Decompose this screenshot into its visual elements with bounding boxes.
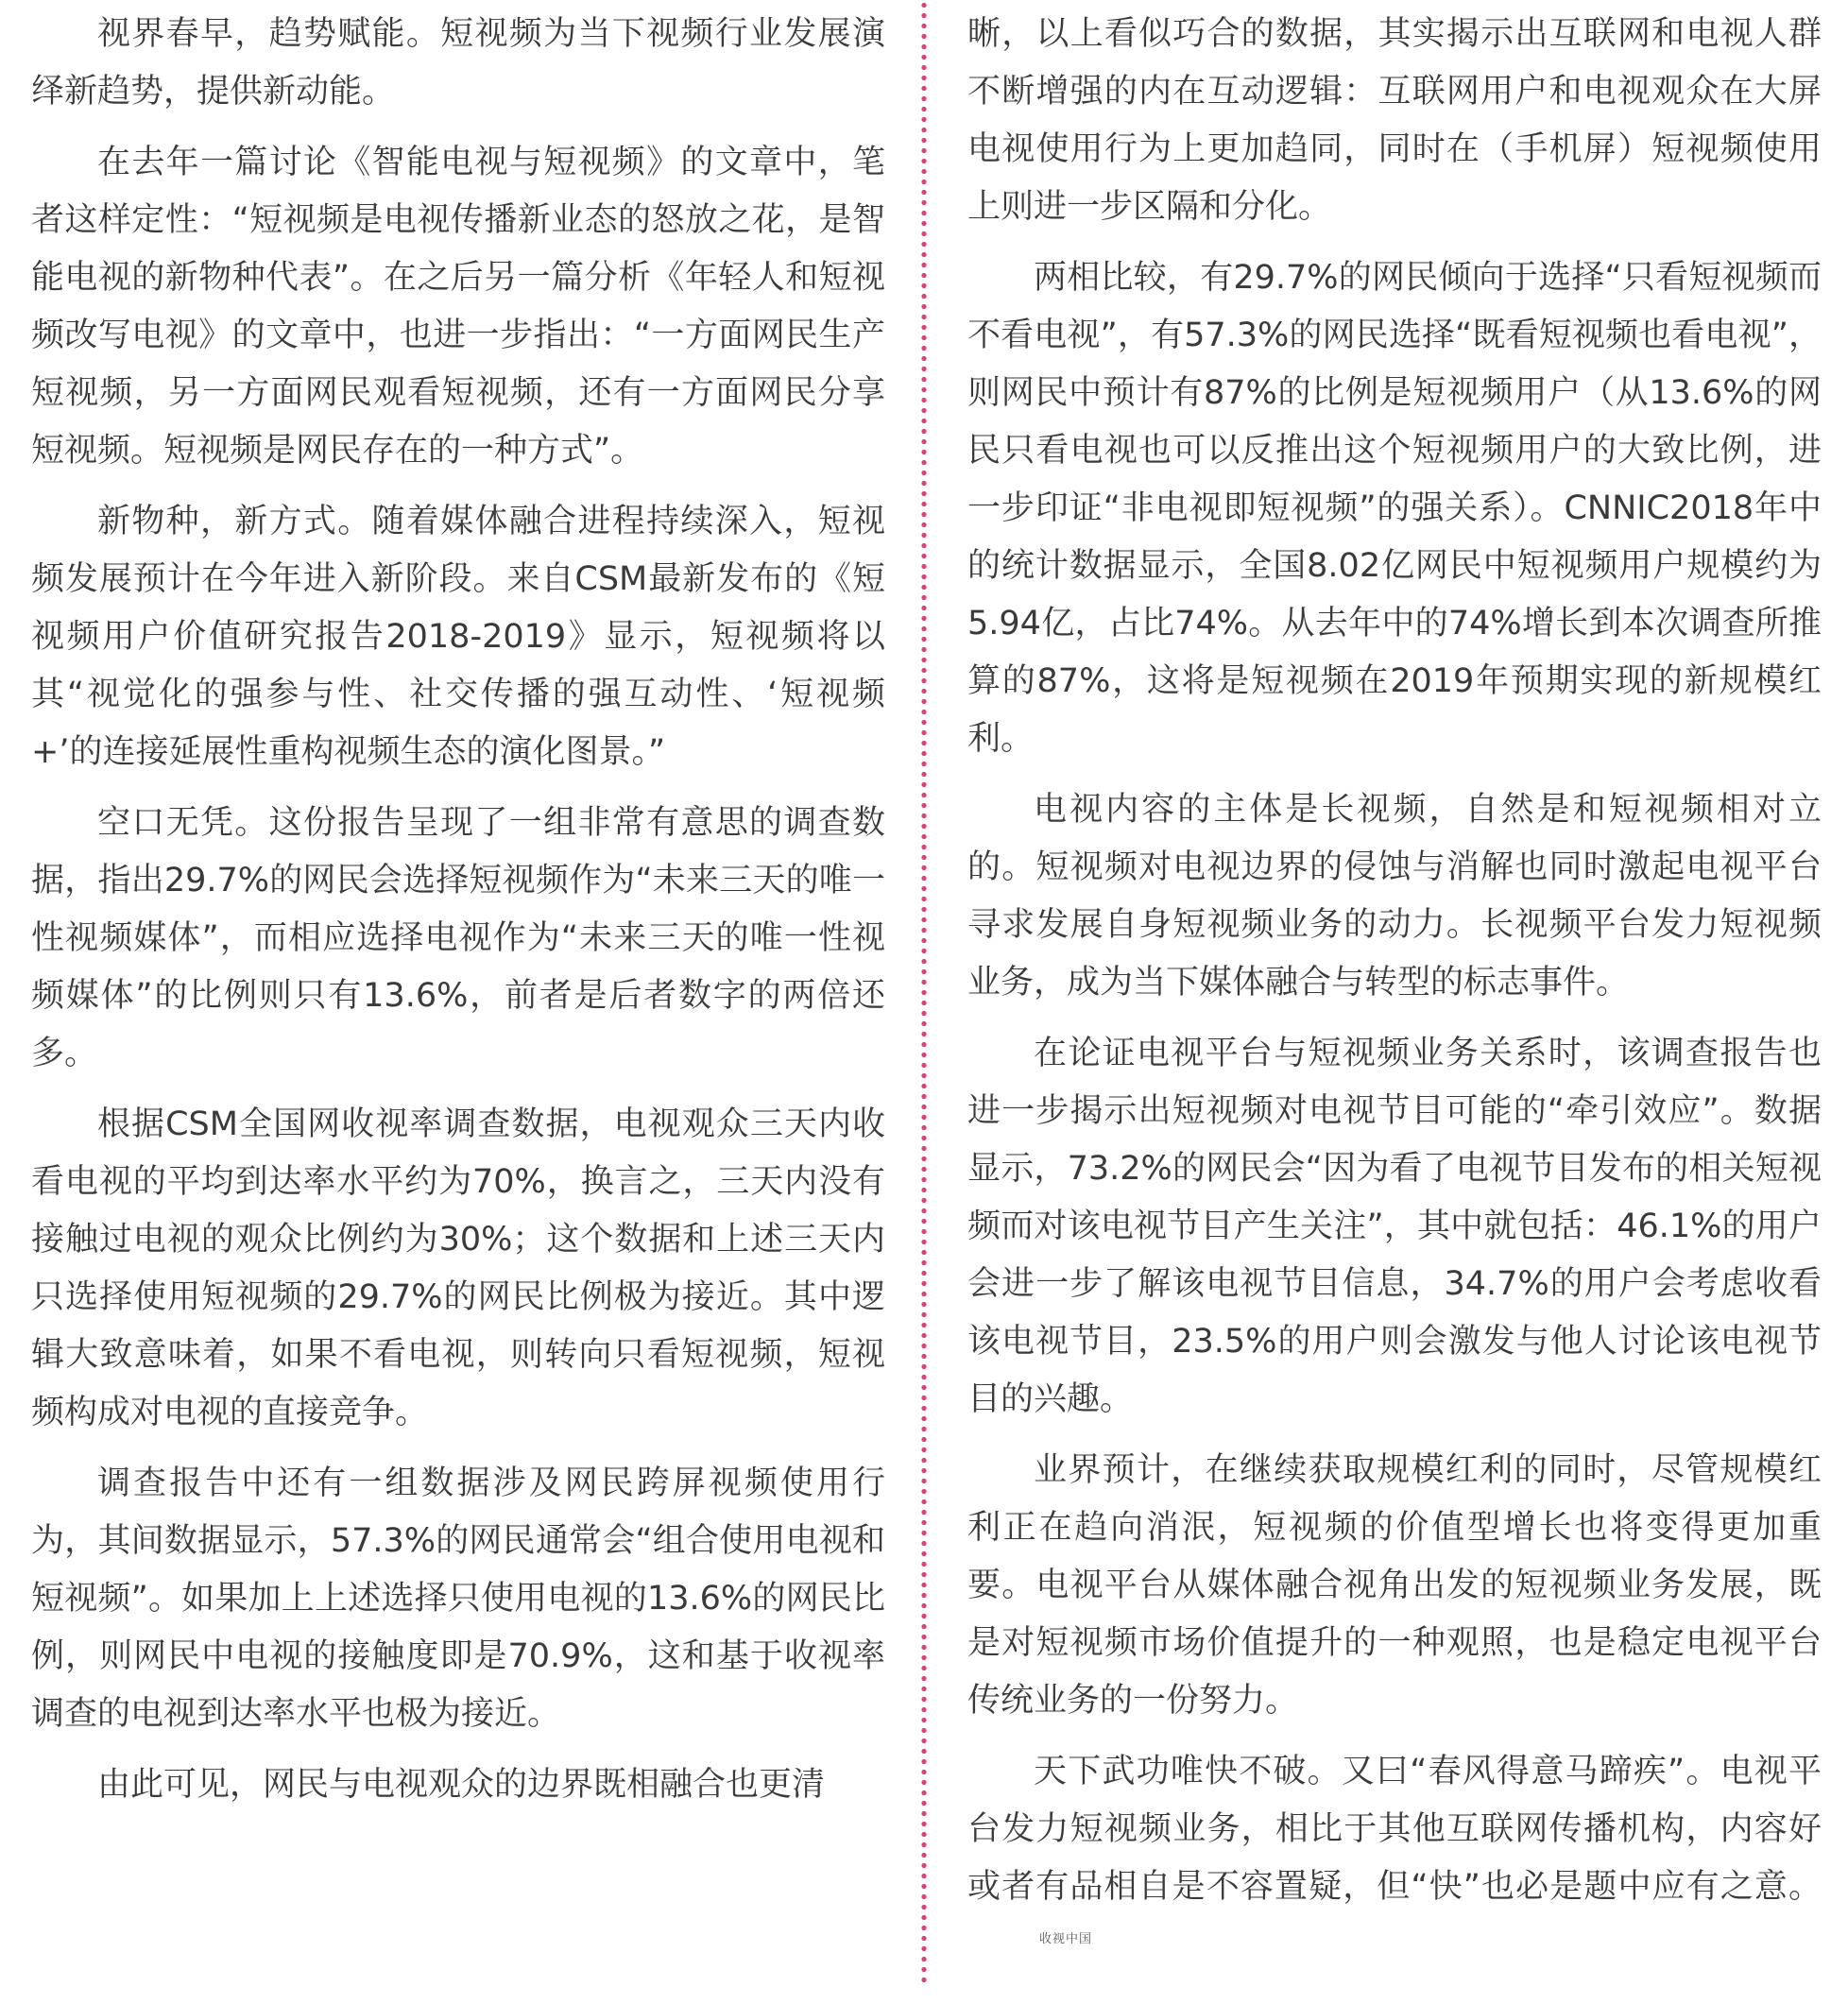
paragraph: 两相比较，有29.7%的网民倾向于选择“只看短视频而不看电视”，有57.3%的网民选择“既看短视频也看电视”，则网民中预计有87%的比例是短视频用户（从13.6%的网民只看电视也可以反推出这个短视频用户的大致比例，进一步印证“非电视即短视频”的强关系）。CNNIC2018年中的统计数据显示，全国8.02亿网民中短视频用户规模约为5.94亿，占比74%。从去年中的74%增长到本次调查所推算的87%，这将是短视频在2019年预期实现的新规模红利。: [967, 259, 1822, 758]
paragraph: 晰，以上看似巧合的数据，其实揭示出互联网和电视人群不断增强的内在互动逻辑：互联网用户和电视观众在大屏电视使用行为上更加趋同，同时在（手机屏）短视频使用上则进一步区隔和分化。: [967, 15, 1822, 226]
column-divider: [921, 0, 927, 1984]
paragraph: 由此可见，网民与电视观众的边界既相融合也更清: [97, 1766, 826, 1804]
paragraph: 调查报告中还有一组数据涉及网民跨屏视频使用行为，其间数据显示，57.3%的网民通常会“组合使用电视和短视频”。如果加上上述选择只使用电视的13.6%的网民比例，则网民中电视的接触度即是70.9%，这和基于收视率调查的电视到达率水平也极为接近。: [31, 1464, 885, 1733]
paragraph: 新物种，新方式。随着媒体融合进程持续深入，短视频发展预计在今年进入新阶段。来自CSM最新发布的《短视频用户价值研究报告2018-2019》显示，短视频将以其“视觉化的强参与性、社交传播的强互动性、‘短视频+’的连接延展性重构视频生态的演化图景。”: [31, 503, 885, 771]
paragraph: 业界预计，在继续获取规模红利的同时，尽管规模红利正在趋向消泯，短视频的价值型增长也将变得更加重要。电视平台从媒体融合视角出发的短视频业务发展，既是对短视频市场价值提升的一种观照，也是稳定电视平台传统业务的一份努力。: [967, 1451, 1822, 1720]
paragraph: 根据CSM全国网收视率调查数据，电视观众三天内收看电视的平均到达率水平约为70%，换言之，三天内没有接触过电视的观众比例约为30%；这个数据和上述三天内只选择使用短视频的29.7%的网民比例极为接近。其中逻辑大致意味着，如果不看电视，则转向只看短视频，短视频构成对电视的直接竞争。: [31, 1105, 885, 1431]
final-paragraph: [967, 1743, 1822, 1974]
paragraph: 空口无凭。这份报告呈现了一组非常有意思的调查数据，指出29.7%的网民会选择短视频作为“未来三天的唯一性视频媒体”，而相应选择电视作为“未来三天的唯一性视频媒体”的比例则只有13.6%，前者是后者数字的两倍还多。: [31, 804, 885, 1072]
paragraph: 在去年一篇讨论《智能电视与短视频》的文章中，笔者这样定性：“短视频是电视传播新业态的怒放之花，是智能电视的新物种代表”。在之后另一篇分析《年轻人和短视频改写电视》的文章中，也进一步指出：“一方面网民生产短视频，另一方面网民观看短视频，还有一方面网民分享短视频。短视频是网民存在的一种方式”。: [31, 144, 885, 470]
paragraph: 视界春早，趋势赋能。短视频为当下视频行业发展演绎新趋势，提供新动能。: [31, 15, 885, 111]
final-paragraph-text: 天下武功唯快不破。又曰“春风得意马蹄疾”。电视平台发力短视频业务，相比于其他互联网传播机构，内容好或者有品相自是不容置疑，但“快”也必是题中应有之意。: [967, 1753, 1822, 1906]
paragraph: 在论证电视平台与短视频业务关系时，该调查报告也进一步揭示出短视频对电视节目可能的“牵引效应”。数据显示，73.2%的网民会“因为看了电视节目发布的相关短视频而对该电视节目产生关注”，其中就包括：46.1%的用户会进一步了解该电视节目信息，34.7%的用户会考虑收看该电视节目，23.5%的用户则会激发与他人讨论该电视节目的兴趣。: [967, 1035, 1822, 1418]
paragraph: 电视内容的主体是长视频，自然是和短视频相对立的。短视频对电视边界的侵蚀与消解也同时激起电视平台寻求发展自身短视频业务的动力。长视频平台发力短视频业务，成为当下媒体融合与转型的标志事件。: [967, 791, 1822, 1002]
right-column: [967, 6, 1822, 1987]
left-column: [31, 6, 885, 1827]
end-mark-logo: 收视中国: [1039, 1932, 1093, 1947]
